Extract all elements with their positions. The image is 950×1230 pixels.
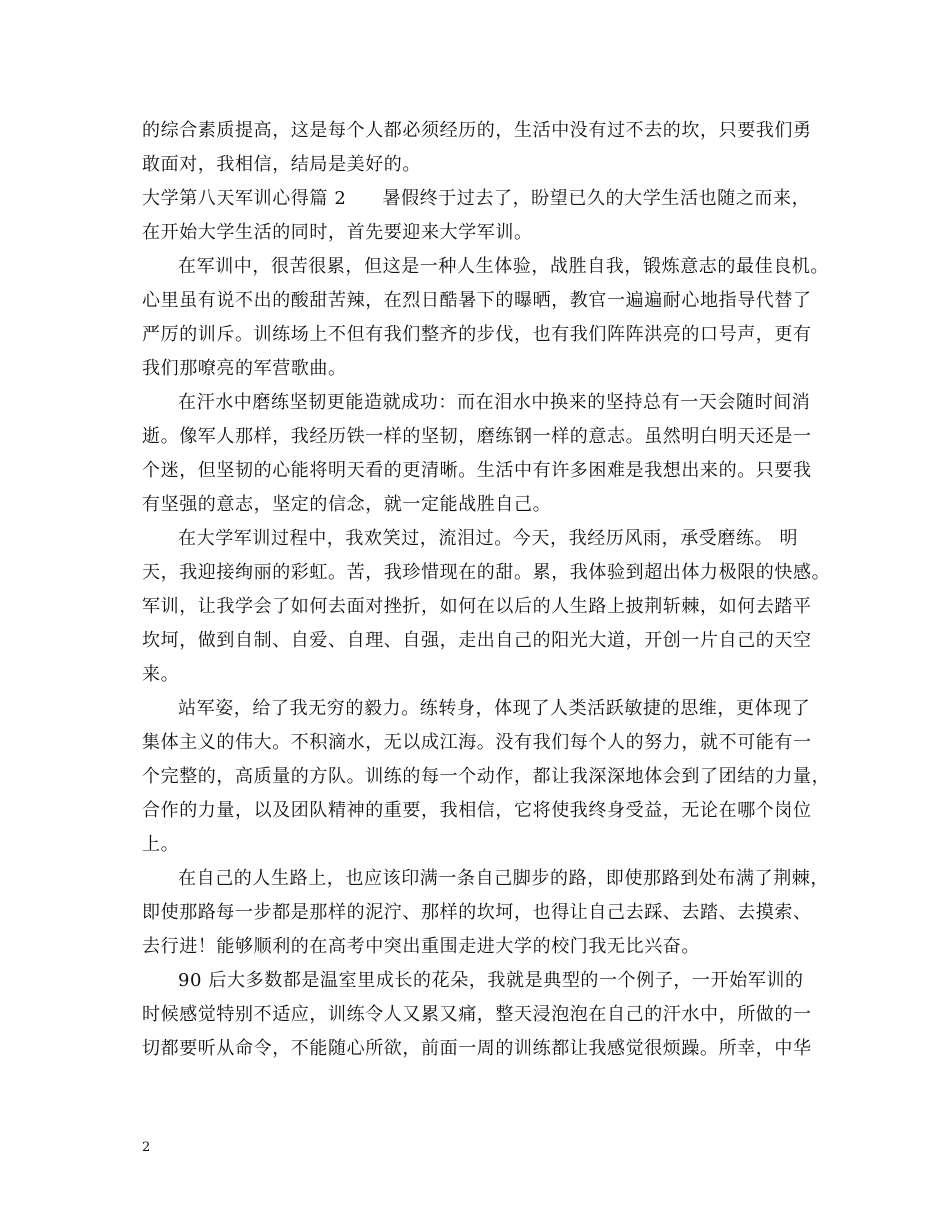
text-line: 的综合素质提高，这是每个人都必须经历的，生活中没有过不去的坎，只要我们勇 (142, 120, 812, 141)
text-line: 有坚强的意志，坚定的信念，就一定能战胜自己。 (142, 494, 552, 515)
text-line: 个完整的，高质量的方队。训练的每一个动作，都让我深深地体会到了团结的力量， (142, 766, 831, 787)
text-line: 来。 (142, 664, 180, 685)
text-line: 上。 (142, 834, 180, 855)
section-heading-line (142, 182, 812, 216)
text-line: 天，我迎接绚丽的彩虹。苦，我珍惜现在的甜。累，我体验到超出体力极限的快感。 (142, 562, 831, 583)
text-line: 心里虽有说不出的酸甜苦辣，在烈日酷暑下的曝晒，教官一遍遍耐心地指导代替了 (142, 290, 812, 311)
paragraph-first-line: 在大学军训过程中，我欢笑过，流泪过。今天，我经历风雨，承受磨练。 明 (178, 528, 799, 549)
section-heading-text: 暑假终于过去了，盼望已久的大学生活也随之而来， (382, 188, 811, 209)
paragraph-first-line: 在汗水中磨练坚韧更能造就成功：而在泪水中换来的坚持总有一天会随时间消 (178, 392, 811, 413)
text-line: 我们那嘹亮的军营歌曲。 (142, 358, 347, 379)
page-number: 2 (142, 1140, 151, 1155)
text-line: 个迷，但坚韧的心能将明天看的更清晰。生活中有许多困难是我想出来的。只要我 (142, 460, 812, 481)
text-line: 合作的力量，以及团队精神的重要，我相信，它将使我终身受益，无论在哪个岗位 (142, 800, 812, 821)
text-line: 逝。像军人那样，我经历铁一样的坚韧，磨练钢一样的意志。虽然明白明天还是一 (142, 426, 812, 447)
text-line: 切都要听从命令，不能随心所欲，前面一周的训练都让我感觉很烦躁。所幸，中华 (142, 1038, 812, 1059)
section-heading-title: 大学第八天军训心得篇 2 (142, 188, 347, 209)
text-line: 去行进！能够顺利的在高考中突出重围走进大学的校门我无比兴奋。 (142, 936, 700, 957)
paragraph-first-line: 在军训中，很苦很累，但这是一种人生体验，战胜自我，锻炼意志的最佳良机。 (178, 256, 829, 277)
text-line: 即使那路每一步都是那样的泥泞、那样的坎坷，也得让自己去踩、去踏、去摸索、 (142, 902, 812, 923)
paragraph-first-line: 站军姿，给了我无穷的毅力。练转身，体现了人类活跃敏捷的思维，更体现了 (178, 698, 811, 719)
text-line: 严厉的训斥。训练场上不但有我们整齐的步伐，也有我们阵阵洪亮的口号声，更有 (142, 324, 812, 345)
text-line: 集体主义的伟大。不积滴水，无以成江海。没有我们每个人的努力，就不可能有一 (142, 732, 812, 753)
text-line: 在开始大学生活的同时，首先要迎来大学军训。 (142, 222, 533, 243)
text-line: 时候感觉特别不适应，训练令人又累又痛，整天浸泡泡在自己的汗水中，所做的一 (142, 1004, 812, 1025)
paragraph-first-line: 90 后大多数都是温室里成长的花朵，我就是典型的一个例子，一开始军训的 (178, 970, 804, 991)
text-line: 坎坷，做到自制、自爱、自理、自强，走出自己的阳光大道，开创一片自己的天空 (142, 630, 812, 651)
text-line: 敢面对，我相信，结局是美好的。 (142, 154, 421, 175)
text-line: 军训，让我学会了如何去面对挫折，如何在以后的人生路上披荆斩棘，如何去踏平 (142, 596, 812, 617)
paragraph-first-line: 在自己的人生路上，也应该印满一条自己脚步的路，即使那路到处布满了荆棘， (178, 868, 829, 889)
document-body (142, 114, 831, 1066)
